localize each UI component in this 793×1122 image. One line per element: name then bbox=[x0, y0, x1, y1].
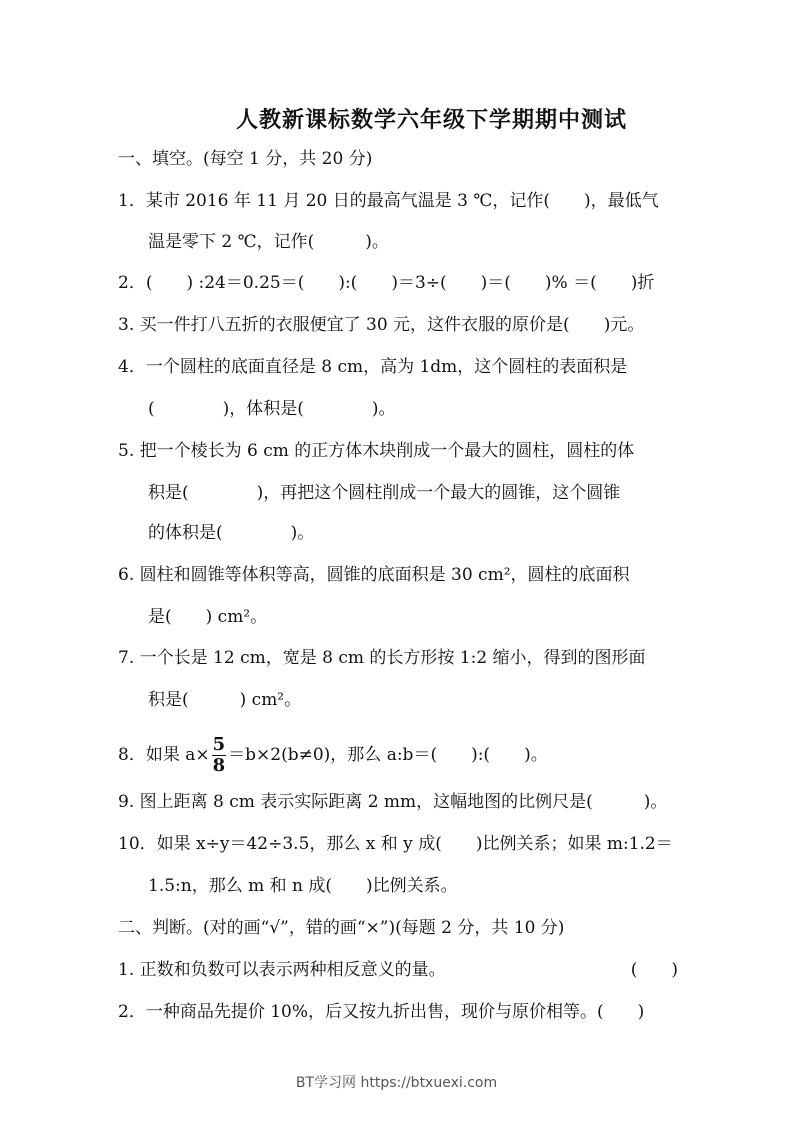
question-8 bbox=[118, 733, 678, 777]
question-7-line-1: 7. 一个长是 12 cm，宽是 8 cm 的长方形按 1:2 缩小，得到的图形面 bbox=[118, 648, 646, 668]
question-10-line-2: 1.5:n，那么 m 和 n 成( )比例关系。 bbox=[148, 876, 458, 896]
section1-heading: 一、填空。(每空 1 分，共 20 分) bbox=[118, 149, 373, 169]
question-6-line-1: 6. 圆柱和圆锥等体积等高，圆锥的底面积是 30 cm²，圆柱的底面积 bbox=[118, 565, 630, 585]
question-5-line-1: 5. 把一个棱长为 6 cm 的正方体木块削成一个最大的圆柱，圆柱的体 bbox=[118, 441, 635, 461]
question-4-line-1: 4．一个圆柱的底面直径是 8 cm，高为 1dm，这个圆柱的表面积是 bbox=[118, 357, 628, 377]
question-8-suffix: ＝b×2(b≠0)，那么 a:b＝( ):( )。 bbox=[228, 745, 548, 765]
question-2: 2．( ) :24＝0.25＝( ):( )＝3÷( )＝( )% ＝( )折 bbox=[118, 273, 655, 293]
question-1-line-1: 1．某市 2016 年 11 月 20 日的最高气温是 3 ℃，记作( )，最低气 bbox=[118, 191, 659, 211]
question-4-line-2: ( )，体积是( )。 bbox=[148, 399, 396, 419]
question-10-line-1: 10．如果 x÷y＝42÷3.5，那么 x 和 y 成( )比例关系；如果 m:1.2＝ bbox=[118, 834, 673, 854]
judgement-1-answer-bracket: ( ) bbox=[630, 960, 678, 980]
question-5-line-2: 积是( )，再把这个圆柱削成一个最大的圆锥，这个圆锥 bbox=[148, 483, 621, 503]
judgement-1-text: 1. 正数和负数可以表示两种相反意义的量。 bbox=[118, 960, 446, 980]
fraction-numerator: 5 bbox=[212, 734, 226, 755]
section2-heading: 二、判断。(对的画“√”，错的画“×”)(每题 2 分，共 10 分) bbox=[118, 918, 565, 938]
fraction-denominator: 8 bbox=[212, 755, 226, 776]
question-7-line-2: 积是( ) cm²。 bbox=[148, 690, 302, 710]
question-5-line-3: 的体积是( )。 bbox=[148, 523, 315, 543]
judgement-2: 2．一种商品先提价 10%，后又按九折出售，现价与原价相等。( ) bbox=[118, 1002, 645, 1022]
question-3: 3. 买一件打八五折的衣服便宜了 30 元，这件衣服的原价是( )元。 bbox=[118, 315, 645, 335]
question-9: 9. 图上距离 8 cm 表示实际距离 2 mm，这幅地图的比例尺是( )。 bbox=[118, 792, 668, 812]
judgement-1 bbox=[118, 958, 678, 982]
page-title: 人教新课标数学六年级下学期期中测试 bbox=[235, 107, 627, 133]
question-8-prefix: 8．如果 a× bbox=[118, 745, 210, 765]
question-6-line-2: 是( ) cm²。 bbox=[148, 607, 268, 627]
fraction-five-eighths bbox=[212, 735, 227, 776]
footer-watermark: BT学习网 https://btxuexi.com bbox=[295, 1075, 498, 1091]
question-1-line-2: 温是零下 2 ℃，记作( )。 bbox=[148, 232, 389, 252]
